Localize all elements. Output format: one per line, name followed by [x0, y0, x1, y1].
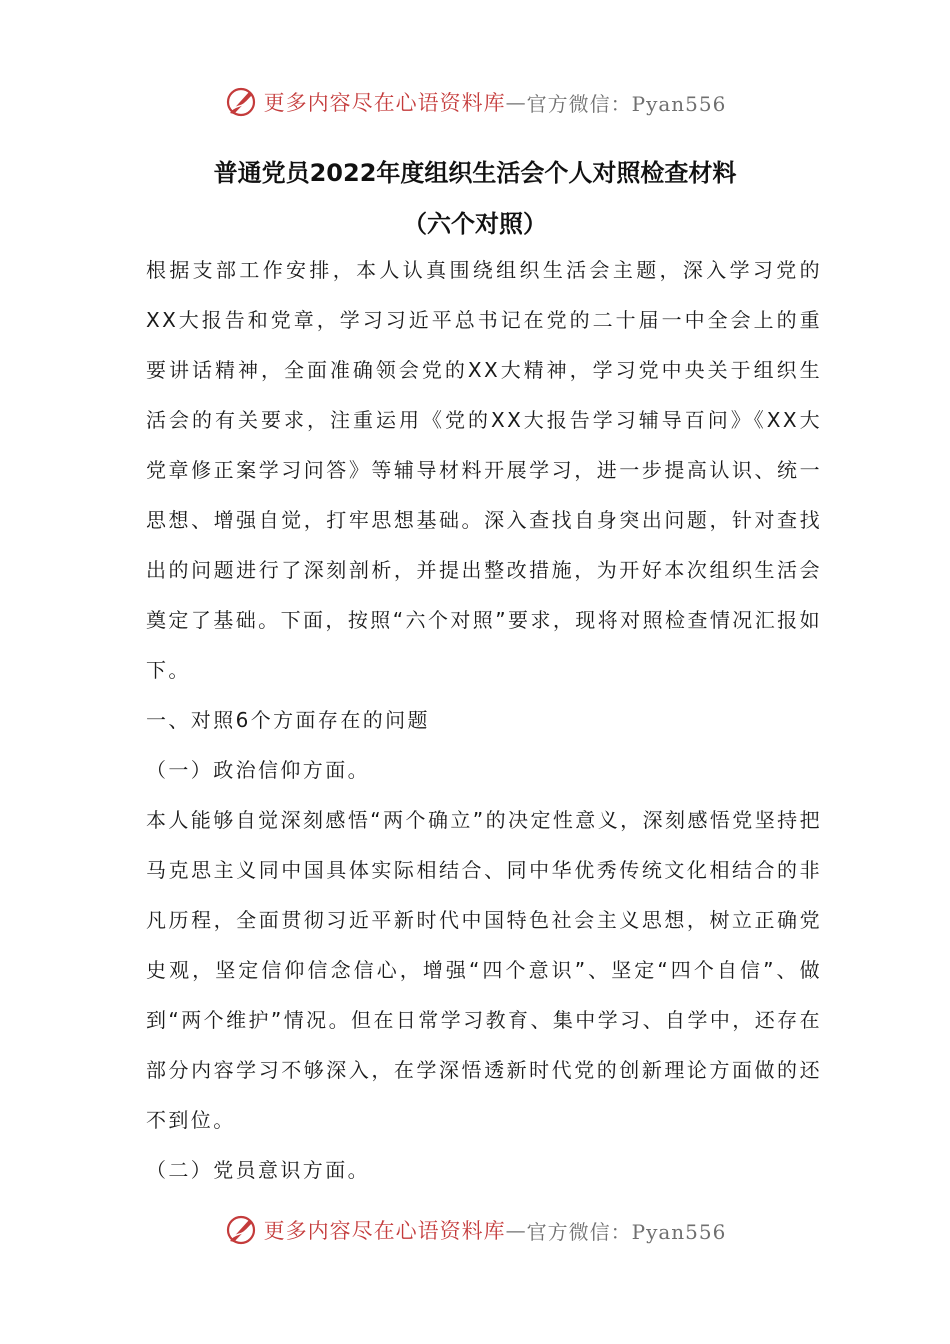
watermark-separator: —	[505, 1218, 527, 1242]
document-title: 普通党员2022年度组织生活会个人对照检查材料	[213, 159, 737, 187]
watermark-brand: 更多内容尽在心语资料库	[263, 1219, 506, 1243]
watermark-separator: —	[505, 90, 527, 114]
intro-paragraph: 根据支部工作安排，本人认真围绕组织生活会主题，深入学习党的XX大报告和党章，学习习近平总书记在党的二十届一中全会上的重要讲话精神，全面准确领会党的XX大精神，学习党中央关于组织生活会的有关要求，注重运用《党的XX大报告学习辅导百问》《XX大党章修正案学习问答》等辅导材料开展学习，进一步提高认识、统一思想、增强自觉，打牢思想基础。深入查找自身突出问题，针对查找出的问题进行了深刻剖析，并提出整改措施，为开好本次组织生活会奠定了基础。下面，按照“六个对照”要求，现将对照检查情况汇报如下。	[146, 258, 822, 682]
document-body	[146, 245, 822, 1195]
political-belief-paragraph: 本人能够自觉深刻感悟“两个确立”的决定性意义，深刻感悟党坚持把马克思主义同中国具体实际相结合、同中华优秀传统文化相结合的非凡历程，全面贯彻习近平新时代中国特色社会主义思想，树立正确党史观，坚定信仰信念信心，增强“四个意识”、坚定“四个自信”、做到“两个维护”情况。但在日常学习教育、集中学习、自学中，还存在部分内容学习不够深入，在学深悟透新时代党的创新理论方面做的还不到位。	[146, 808, 822, 1132]
section-heading-1: 一、对照6个方面存在的问题	[146, 708, 430, 732]
document-subtitle: （六个对照）	[403, 210, 547, 238]
quill-logo-icon	[224, 85, 258, 119]
watermark-brand: 更多内容尽在心语资料库	[263, 91, 506, 115]
watermark-contact: 官方微信：Pyan556	[526, 91, 727, 116]
subsection-heading-party-awareness: （二）党员意识方面。	[146, 1158, 370, 1182]
subsection-heading-political-belief: （一）政治信仰方面。	[146, 758, 370, 782]
watermark-contact: 官方微信：Pyan556	[526, 1219, 727, 1244]
footer-watermark	[0, 1208, 950, 1252]
header-watermark	[0, 80, 950, 124]
quill-logo-icon	[224, 1213, 258, 1247]
